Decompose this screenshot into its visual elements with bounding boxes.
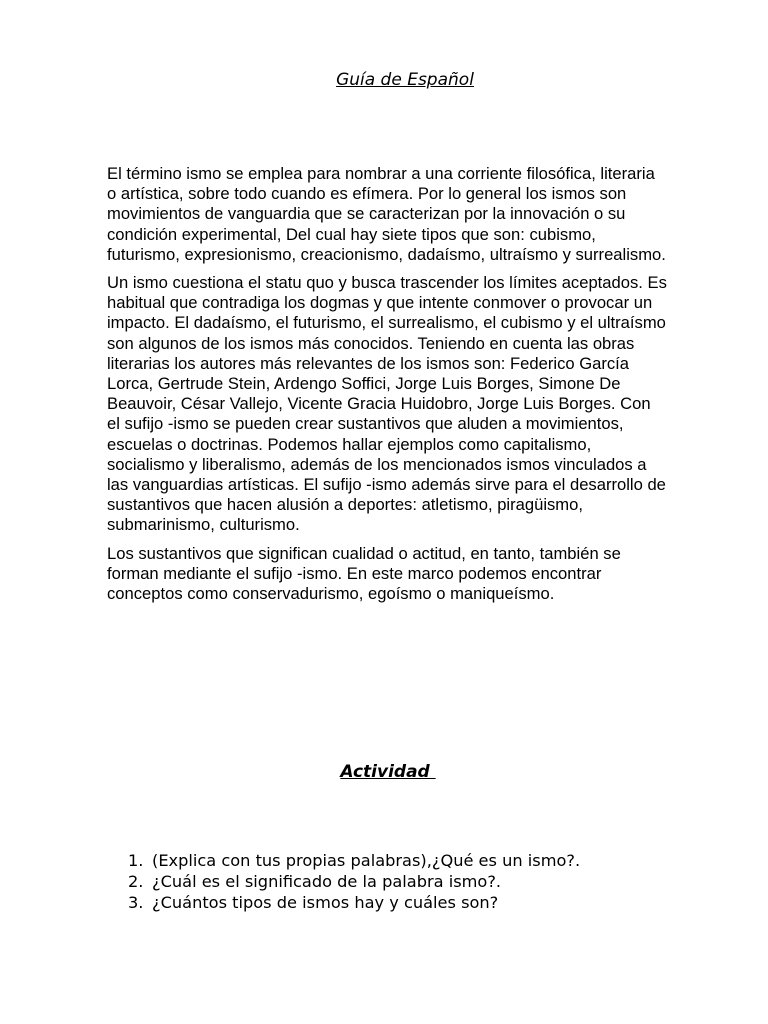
paragraph-sustantivos: Los sustantivos que significan cualidad o actitud, en tanto, también se forman mediante el sufijo -ismo. En este marco podemos encontrar conceptos como conservadurismo, egoísmo o maniqueísmo. [107, 543, 621, 604]
paragraph-definition: El término ismo se emplea para nombrar a una corriente filosófica, literaria o artística, sobre todo cuando es efímera. Por lo general los ismos son movimientos de vanguardia que se caracterizan por la innovación o su condición experimental, Del cual hay siete tipos que son: cubismo, futurismo, expresionismo, creacionismo, dadaísmo, ultraísmo y surrealismo. [107, 164, 666, 264]
activity-title: Actividad [340, 762, 436, 782]
body-text [107, 164, 667, 612]
question-item [128, 892, 632, 914]
question-text: ¿Cuántos tipos de ismos hay y cuáles son? [152, 892, 499, 912]
paragraph-authors: Un ismo cuestiona el statu quo y busca trascender los límites aceptados. Es habitual que contradiga los dogmas y que intente conmover o provocar un impacto. El dadaísmo, el futurismo, el surrealismo, el cubismo y el ultraísmo son algunos de los ismos más conocidos. Teniendo en cuenta las obras literarias los autores más relevantes de los ismos son: Federico García Lorca, Gertrude Stein, Ardengo Soffici, Jorge Luis Borges, Simone De Beauvoir, César Vallejo, Vicente Gracia Huidobro, Jorge Luis Borges. Con el sufijo -ismo se pueden crear sustantivos que aluden a movimientos, escuelas o doctrinas. Podemos hallar ejemplos como capitalismo, socialismo y liberalismo, además de los mencionados ismos vinculados a las vanguardias artísticas. El sufijo -ismo además sirve para el desarrollo de sustantivos que hacen alusión a deportes: atletismo, piragüismo, submarinismo, culturismo. [107, 273, 667, 535]
question-text: ¿Cuál es el significado de la palabra ismo?. [152, 871, 502, 891]
question-number: 3. [128, 892, 144, 912]
question-item [128, 871, 632, 893]
question-list [128, 851, 632, 913]
question-number: 2. [128, 871, 144, 891]
question-item [128, 851, 632, 872]
question-number: 1. [128, 851, 144, 870]
page-title: Guía de Español [336, 70, 474, 90]
question-text: (Explica con tus propias palabras),¿Qué es un ismo?. [152, 851, 581, 870]
